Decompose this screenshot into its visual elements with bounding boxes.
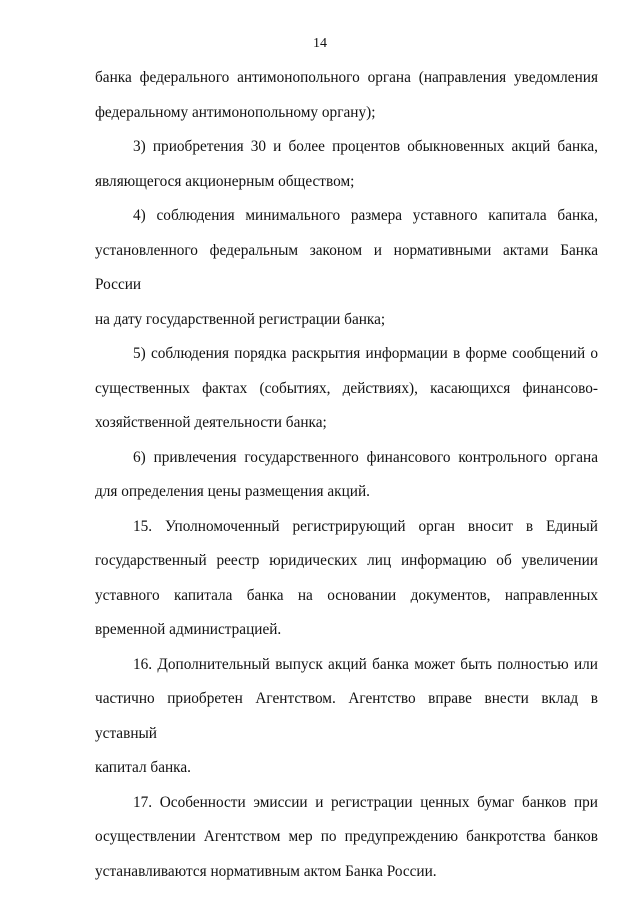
text-line: банка федерального антимонопольного органа (направления уведомления	[95, 69, 598, 86]
paragraph	[95, 61, 598, 130]
text-line: являющегося акционерным обществом;	[95, 172, 355, 190]
text-line: хозяйственной деятельности банка;	[95, 414, 327, 431]
text-line: устанавливаются нормативным актом Банка России.	[95, 862, 437, 880]
text-line: временной администрацией.	[95, 621, 282, 638]
text-line: 6) привлечения государственного финансового контрольного органа	[133, 448, 598, 466]
text-line: существенных фактах (событиях, действиях), касающихся финансово-	[95, 379, 598, 397]
text-line: 5) соблюдения порядка раскрытия информации в форме сообщений о	[133, 345, 598, 362]
paragraph	[95, 130, 598, 199]
text-line: 15. Уполномоченный регистрирующий орган вносит в Единый	[133, 517, 598, 535]
text-line: 17. Особенности эмиссии и регистрации ценных бумаг банков при	[133, 793, 598, 811]
text-line: капитал банка.	[95, 759, 191, 776]
text-line: для определения цены размещения акций.	[95, 483, 370, 500]
text-line: осуществлении Агентством мер по предупреждению банкротства банков	[95, 828, 598, 845]
text-line: государственный реестр юридических лиц информацию об увеличении	[95, 552, 598, 569]
text-line: федеральному антимонопольному органу);	[95, 103, 376, 121]
paragraph	[95, 199, 598, 337]
text-line: 3) приобретения 30 и более процентов обыкновенных акций банка,	[133, 138, 598, 155]
document-body	[95, 61, 598, 889]
page-number: 14	[313, 36, 327, 51]
text-line: установленного федеральным законом и нормативными актами Банка России	[95, 241, 598, 293]
text-line: на дату государственной регистрации банка;	[95, 310, 386, 328]
paragraph	[95, 648, 598, 786]
paragraph	[95, 510, 598, 648]
text-line: частично приобретен Агентством. Агентство вправе внести вклад в уставный	[95, 690, 598, 742]
text-line: уставного капитала банка на основании документов, направленных	[95, 586, 598, 604]
paragraph	[95, 786, 598, 890]
paragraph	[95, 337, 598, 441]
text-line: 16. Дополнительный выпуск акций банка может быть полностью или	[133, 655, 598, 673]
text-line: 4) соблюдения минимального размера уставного капитала банка,	[133, 207, 598, 224]
paragraph	[95, 441, 598, 510]
